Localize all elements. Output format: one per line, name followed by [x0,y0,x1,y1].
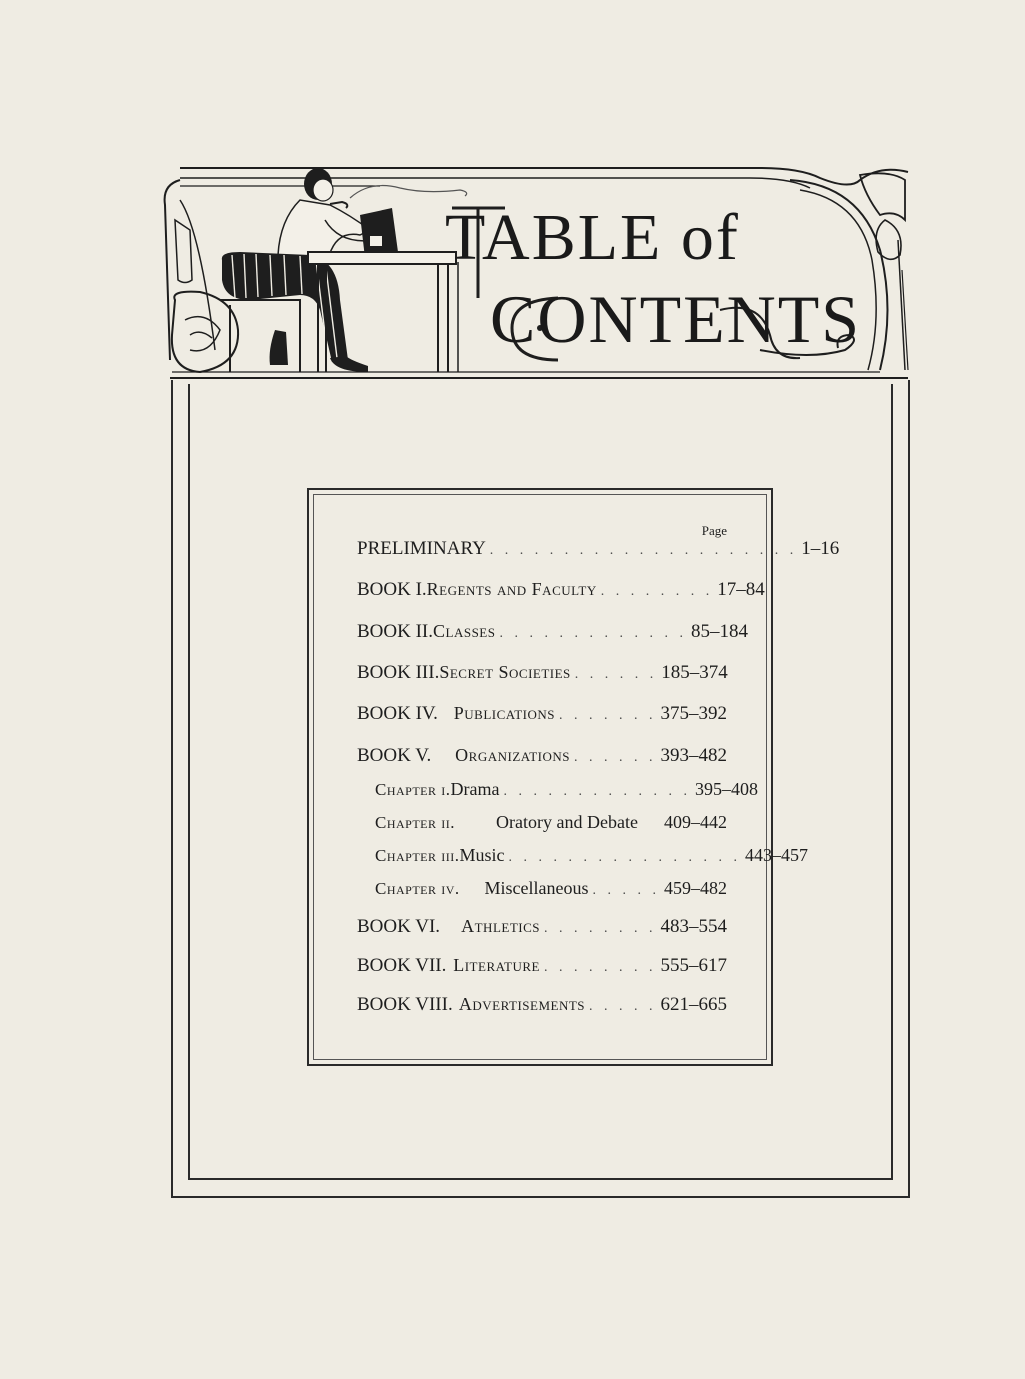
toc-pages: 409–442 [664,812,727,832]
toc-entry [357,703,727,725]
toc-pages: 483–554 [660,916,727,937]
toc-section: Advertisements [458,994,585,1014]
toc-pages: 393–482 [660,745,727,766]
toc-pages: 621–665 [660,994,727,1015]
toc-entry [357,538,840,560]
toc-chapter-number: Chapter iii. [375,846,460,865]
toc-book: BOOK II. [357,621,433,642]
dot-leader: . . . . . [592,883,660,898]
toc-chapter-number: Chapter i. [375,780,451,799]
toc-chapter-number: Chapter iv. [375,879,460,898]
toc-chapter [375,779,758,800]
toc-book: PRELIMINARY [357,538,486,559]
toc-section: Regents and Faculty [426,579,597,599]
toc-section: Athletics [461,916,540,936]
reader-illustration-icon [220,168,467,372]
toc-chapter-title: Miscellaneous [484,878,589,898]
toc-pages: 17–84 [717,579,765,600]
toc-chapter-title: Music [459,845,505,865]
toc-pages: 1–16 [801,538,840,559]
dot-leader: . . . . . . . . . . . . . [503,784,691,799]
toc-chapter [375,878,727,899]
page-column-header: Page [701,523,727,538]
toc-book: BOOK VIII. [357,994,453,1015]
toc-pages: 395–408 [695,779,758,799]
toc-book: BOOK VII. [357,955,447,976]
toc-entry [357,745,727,767]
toc-chapter [375,845,808,866]
toc-chapter-number: Chapter ii. [375,813,456,832]
toc-book: BOOK III. [357,662,440,683]
toc-book: BOOK I. [357,579,427,600]
toc-book: BOOK IV. [357,703,438,724]
toc-chapter-title: Oratory and Debate [496,812,638,832]
toc-section: Secret Societies [439,662,571,682]
toc-entry [357,662,727,684]
dot-leader: . . . . . . . [559,708,657,723]
toc-chapter-title: Drama [450,779,500,799]
toc-book: BOOK VI. [357,916,441,937]
title-line-2: CONTENTS [490,281,862,357]
dot-leader: . . . . . . . . [600,584,714,599]
dot-leader: . . . . . . . . . . . . . . . . [508,850,741,865]
toc-section: Organizations [455,745,570,765]
toc-section: Publications [453,703,555,723]
dot-leader: . . . . . . . . . . . . . [499,626,687,641]
toc-pages: 443–457 [745,845,808,865]
toc-book: BOOK V. [357,745,432,766]
toc-pages: 185–374 [661,662,728,683]
dot-leader: . . . . . . . . . . . . . . . . . . . . . [489,543,798,558]
toc-entry [357,955,727,977]
toc-pages: 375–392 [660,703,727,724]
toc-section: Classes [433,621,496,641]
toc-entry [357,916,727,938]
dot-leader: . . . . . . . . [544,921,657,936]
toc-pages: 555–617 [660,955,727,976]
title-line-1: TABLE of [445,201,740,274]
toc-chapter [375,812,727,833]
toc-box [307,488,773,1066]
dot-leader: . . . . . [589,999,657,1014]
toc-pages: 85–184 [690,621,748,642]
dot-leader: . . . . . . [574,667,658,682]
dot-leader: . . . . . . [574,750,657,765]
toc-entry [357,994,727,1016]
toc-pages: 459–482 [664,878,727,898]
toc-entry [357,579,765,601]
toc-section: Literature [453,955,540,975]
toc-entry [357,621,748,643]
dot-leader: . . . . . . . . [544,960,657,975]
